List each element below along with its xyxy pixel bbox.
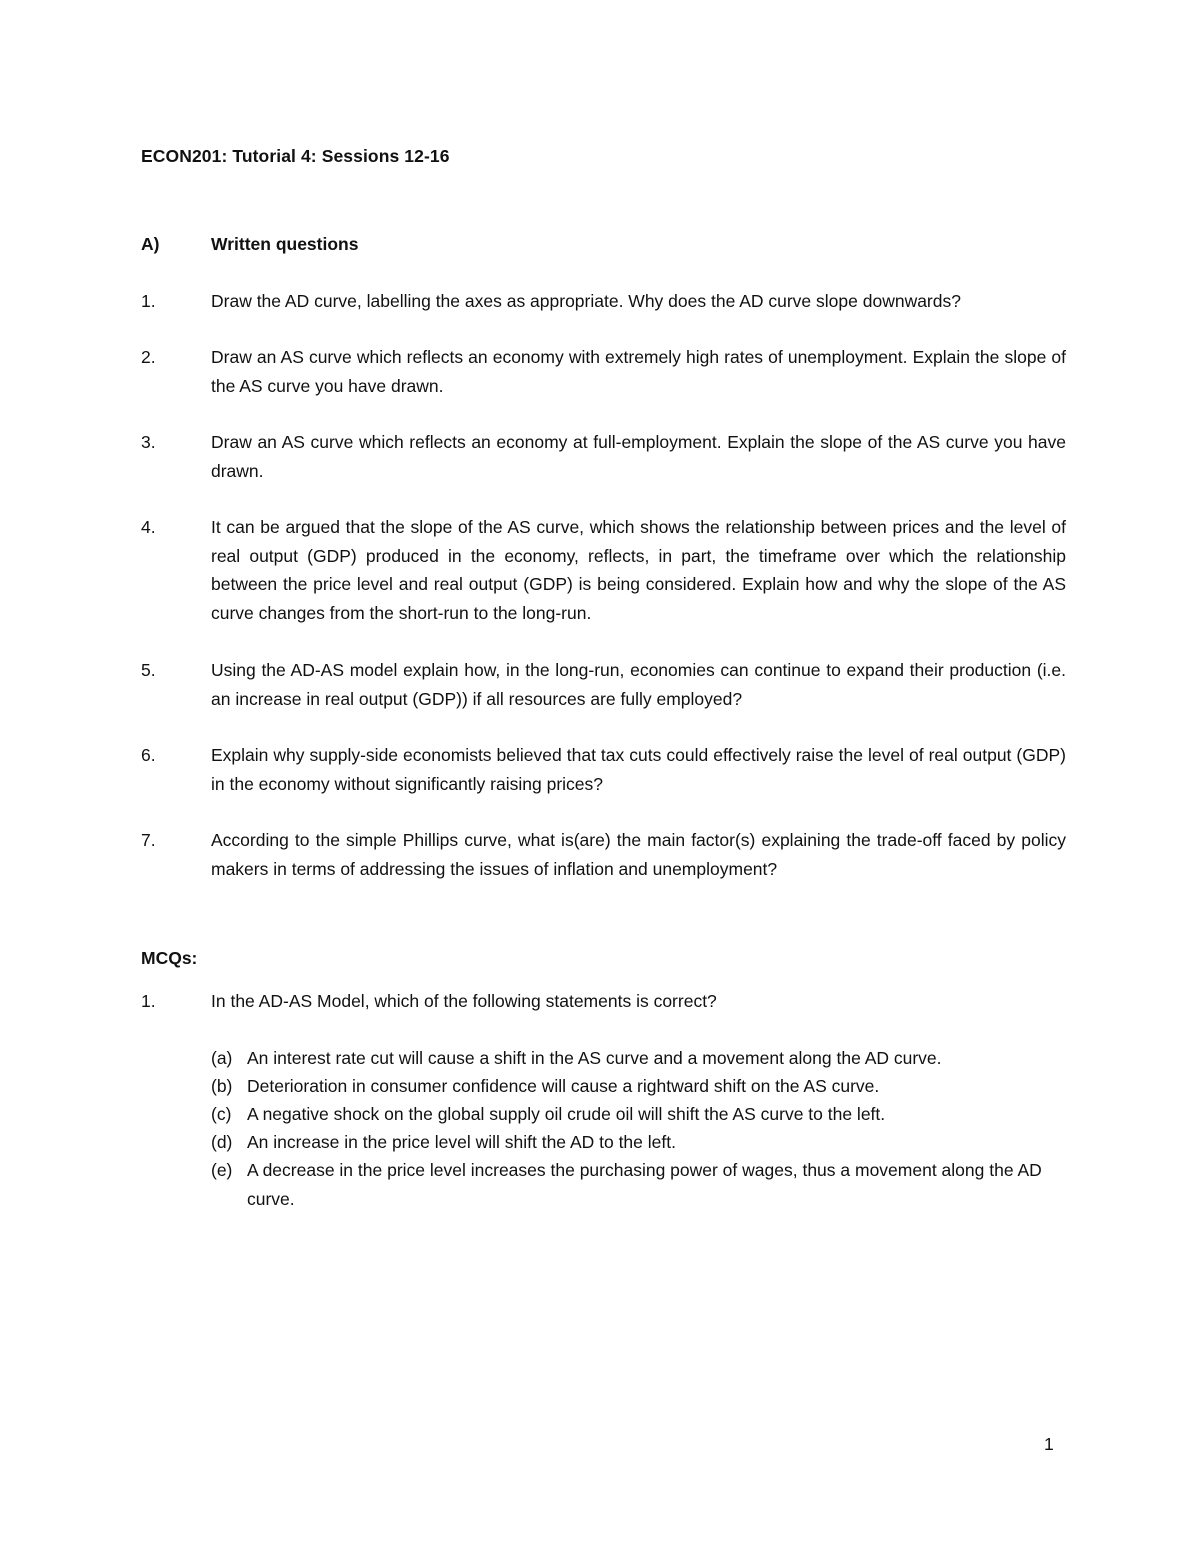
question-number: 1. bbox=[141, 991, 156, 1011]
question-number: 6. bbox=[141, 745, 156, 765]
option-label: (b) bbox=[211, 1076, 233, 1096]
written-question-6 bbox=[141, 741, 1066, 798]
section-a-marker: A) bbox=[141, 234, 160, 254]
mcq-option-b bbox=[211, 1072, 1066, 1101]
mcq-heading: MCQs: bbox=[141, 948, 198, 968]
question-number: 2. bbox=[141, 347, 156, 367]
mcq-option-d bbox=[211, 1128, 1066, 1157]
mcq-option-e bbox=[211, 1156, 1066, 1213]
option-text: A negative shock on the global supply oil crude oil will shift the AS curve to the left. bbox=[247, 1104, 886, 1124]
option-label: (c) bbox=[211, 1104, 232, 1124]
question-text: Draw the AD curve, labelling the axes as appropriate. Why does the AD curve slope downwards? bbox=[211, 291, 961, 311]
question-text: Draw an AS curve which reflects an economy with extremely high rates of unemployment. Explain the slope of the AS curve you have drawn. bbox=[211, 347, 1066, 396]
question-text: According to the simple Phillips curve, what is(are) the main factor(s) explaining the trade-off faced by policy makers in terms of addressing the issues of inflation and unemployment? bbox=[211, 830, 1066, 879]
option-text: Deterioration in consumer confidence will cause a rightward shift on the AS curve. bbox=[247, 1076, 880, 1096]
section-a-heading bbox=[141, 234, 358, 255]
option-text: An increase in the price level will shift the AD to the left. bbox=[247, 1132, 676, 1152]
option-text: A decrease in the price level increases the purchasing power of wages, thus a movement along the AD curve. bbox=[247, 1160, 1042, 1209]
written-question-4 bbox=[141, 513, 1066, 627]
page-title: ECON201: Tutorial 4: Sessions 12-16 bbox=[141, 146, 450, 166]
question-number: 5. bbox=[141, 660, 156, 680]
question-number: 4. bbox=[141, 517, 156, 537]
mcq-option-c bbox=[211, 1100, 1066, 1129]
question-text: Draw an AS curve which reflects an economy at full-employment. Explain the slope of the AS curve you have drawn. bbox=[211, 432, 1066, 481]
written-question-7 bbox=[141, 826, 1066, 883]
question-text: Using the AD-AS model explain how, in the long-run, economies can continue to expand their production (i.e. an increase in real output (GDP)) if all resources are fully employed? bbox=[211, 660, 1066, 709]
option-text: An interest rate cut will cause a shift in the AS curve and a movement along the AD curve. bbox=[247, 1048, 942, 1068]
question-number: 7. bbox=[141, 830, 156, 850]
section-a-title: Written questions bbox=[211, 234, 359, 254]
written-question-5 bbox=[141, 656, 1066, 713]
written-question-2 bbox=[141, 343, 1066, 400]
question-text: Explain why supply-side economists believed that tax cuts could effectively raise the level of real output (GDP) in the economy without significantly raising prices? bbox=[211, 745, 1066, 794]
page-number: 1 bbox=[1044, 1434, 1054, 1454]
question-number: 1. bbox=[141, 291, 156, 311]
option-label: (e) bbox=[211, 1160, 233, 1180]
written-question-1 bbox=[141, 287, 1066, 316]
option-label: (a) bbox=[211, 1048, 233, 1068]
option-label: (d) bbox=[211, 1132, 233, 1152]
written-question-3 bbox=[141, 428, 1066, 485]
mcq-question-1 bbox=[141, 987, 1066, 1016]
mcq-option-a bbox=[211, 1044, 1066, 1073]
question-number: 3. bbox=[141, 432, 156, 452]
question-text: In the AD-AS Model, which of the following statements is correct? bbox=[211, 991, 717, 1011]
question-text: It can be argued that the slope of the AS curve, which shows the relationship between prices and the level of real output (GDP) produced in the economy, reflects, in part, the timeframe over which the relationship between the price level and real output (GDP) is being considered. Explain how and why the slope of the AS curve changes from the short-run to the long-run. bbox=[211, 517, 1066, 623]
